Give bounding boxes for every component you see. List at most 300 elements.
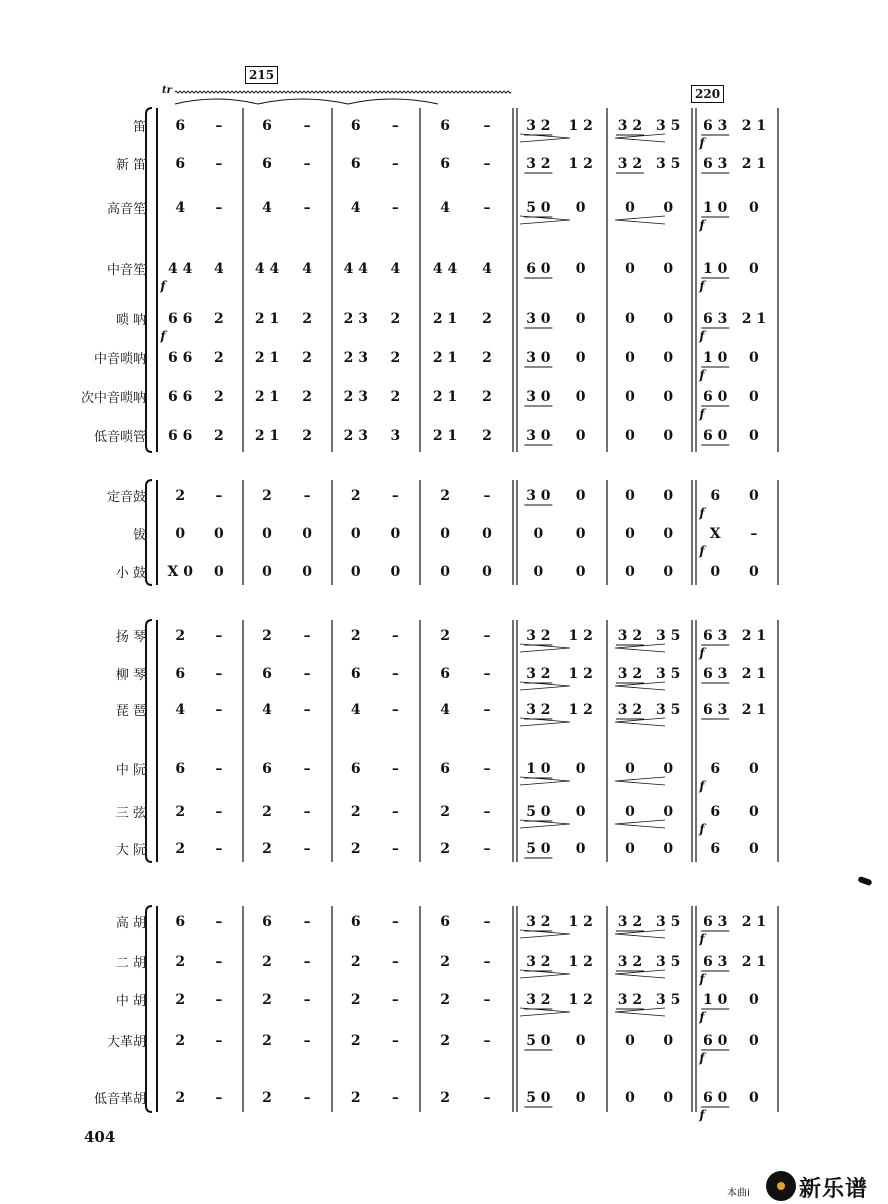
crescendo-hairpin [615,216,665,224]
note-cell: 2 3 [343,389,368,405]
note-cell: 4 [350,200,361,216]
note-cell: 5 0 [526,1090,551,1106]
note-cell: 2 [440,954,450,970]
note-cell: 2 [302,389,312,405]
tie-arc [258,99,348,104]
instrument-label: 琵 琶 [115,704,146,719]
note-cell: 3 5 [656,156,681,172]
note-cell: 6 6 [168,311,193,327]
note-cell: 0 [575,428,586,444]
dynamic-forte: f [699,1010,705,1024]
note-cell: 0 [262,526,272,542]
note-cell: 2 [350,992,361,1008]
note-cell: 6 [175,156,186,172]
note-cell: 4 [390,261,401,277]
note-cell: – [215,1090,223,1106]
note-cell: 2 [214,350,224,366]
note-cell: – [483,702,491,718]
dynamic-forte: f [699,368,705,382]
note-cell: – [303,992,311,1008]
note-cell: 6 3 [703,666,728,682]
note-cell: – [483,628,491,644]
note-cell: 2 1 [741,702,767,718]
note-cell: 4 [262,200,272,216]
note-cell: – [483,804,491,820]
note-cell: 6 [710,488,721,504]
note-cell: 0 [575,311,586,327]
note-cell: 3 2 [526,118,551,134]
note-cell: – [391,1090,399,1106]
dynamic-forte: f [699,1108,705,1122]
note-cell: 0 [262,564,272,580]
note-cell: 0 [625,261,635,277]
note-cell: 3 2 [617,702,643,718]
note-cell: 0 [749,564,759,580]
note-cell: 2 [350,628,361,644]
note-cell: – [391,914,399,930]
note-cell: – [215,761,223,777]
note-cell: 3 5 [656,628,681,644]
note-cell: 0 [625,841,635,857]
note-cell: 0 [625,1033,635,1049]
dynamic-forte: f [699,407,705,421]
note-cell: – [391,761,399,777]
note-cell: 0 [575,200,586,216]
note-cell: 2 1 [432,428,458,444]
note-cell: 5 0 [526,1033,551,1049]
group-bracket [146,906,152,1112]
note-cell: 0 [749,1033,759,1049]
group-bracket [146,620,152,862]
note-cell: 6 [262,914,272,930]
note-cell: 2 [390,389,401,405]
note-cell: 4 [175,702,186,718]
note-cell: 0 [575,261,586,277]
note-cell: 6 [262,761,272,777]
note-cell: 0 [350,526,361,542]
note-cell: 0 [663,1033,674,1049]
instrument-label: 唢 呐 [115,313,146,328]
note-cell: 1 2 [568,954,593,970]
note-cell: – [215,1033,223,1049]
note-cell: 4 [440,702,450,718]
note-cell: 6 [350,156,361,172]
note-cell: 6 [440,761,450,777]
note-cell: 2 [440,992,450,1008]
note-cell: 6 3 [703,702,728,718]
note-cell: – [303,914,311,930]
note-cell: – [391,992,399,1008]
note-cell: 2 [302,311,312,327]
note-cell: 1 2 [568,992,593,1008]
note-cell: 2 3 [343,428,368,444]
note-cell: – [483,761,491,777]
note-cell: 0 [575,841,586,857]
note-cell: 0 [575,1090,586,1106]
note-cell: 2 [175,488,186,504]
note-cell: 1 0 [703,992,728,1008]
note-cell: – [215,666,223,682]
note-cell: 2 [175,954,186,970]
note-cell: 6 [440,914,450,930]
note-cell: 6 [262,666,272,682]
note-cell: 1 0 [526,761,551,777]
note-cell: 2 1 [741,311,767,327]
note-cell: 6 3 [703,156,728,172]
note-cell: – [391,804,399,820]
note-cell: 2 [482,389,492,405]
note-cell: 3 0 [526,389,551,405]
note-cell: 2 3 [343,311,368,327]
note-cell: 2 [262,992,272,1008]
instrument-label: 低音唢管 [93,430,146,445]
instrument-label: 中 胡 [115,994,146,1009]
note-cell: 0 [214,526,224,542]
instrument-label: 中音笙 [106,263,146,278]
note-cell: 2 [350,488,361,504]
note-cell: 0 [625,428,635,444]
watermark-logo [766,1170,888,1204]
note-cell: 0 [575,1033,586,1049]
note-cell: 6 [350,118,361,134]
note-cell: 0 [749,761,759,777]
note-cell: – [391,118,399,134]
note-cell: – [483,1033,491,1049]
note-cell: – [215,628,223,644]
note-cell: 2 [440,804,450,820]
note-cell: 0 [625,488,635,504]
note-cell: 1 0 [703,200,728,216]
instrument-label: 次中音唢呐 [80,391,146,406]
note-cell: 0 [575,488,586,504]
note-cell: 6 6 [168,350,193,366]
instrument-label: 新 笛 [115,158,146,173]
note-cell: 6 [350,914,361,930]
note-cell: 6 3 [703,914,728,930]
note-cell: 4 [440,200,450,216]
note-cell: 0 [350,564,361,580]
note-cell: 2 [175,841,186,857]
note-cell: – [303,1033,311,1049]
note-cell: 3 2 [526,992,551,1008]
dynamic-forte: f [699,822,705,836]
note-cell: 0 [710,564,721,580]
note-cell: 2 [390,350,401,366]
dynamic-forte: f [160,329,166,343]
note-cell: 2 1 [741,666,767,682]
note-cell: 2 1 [254,389,280,405]
instrument-label: 小 鼓 [115,566,146,581]
note-cell: – [303,841,311,857]
note-cell: 3 2 [617,992,643,1008]
rehearsal-mark-220: 220 [691,85,724,103]
note-cell: 2 [440,1090,450,1106]
note-cell: 4 [302,261,312,277]
crescendo-hairpin [615,820,665,828]
note-cell: 2 [262,1033,272,1049]
note-cell: 2 [302,350,312,366]
note-cell: 0 [749,261,759,277]
note-cell: 6 3 [703,628,728,644]
note-cell: – [483,200,491,216]
note-cell: 6 [350,761,361,777]
note-cell: – [483,992,491,1008]
note-cell: – [215,804,223,820]
note-cell: 2 [350,1090,361,1106]
dynamic-forte: f [699,972,705,986]
note-cell: – [303,804,311,820]
note-cell: 6 [175,118,186,134]
note-cell: – [303,761,311,777]
note-cell: 6 [350,666,361,682]
note-cell: – [215,156,223,172]
instrument-label: 定音鼓 [106,490,146,505]
note-cell: – [303,200,311,216]
note-cell: 4 [175,200,186,216]
note-cell: 2 [262,1090,272,1106]
note-cell: 2 [440,841,450,857]
watermark-text: 本曲i [727,1188,750,1199]
note-cell: – [391,488,399,504]
note-cell: 3 5 [656,666,681,682]
note-cell: 2 [440,628,450,644]
note-cell: 2 [390,311,401,327]
note-cell: 3 2 [526,628,551,644]
note-cell: 0 [749,841,759,857]
note-cell: 0 [575,526,586,542]
note-cell: 1 2 [568,914,593,930]
note-cell: 3 2 [617,954,643,970]
note-cell: – [483,118,491,134]
note-cell: – [391,156,399,172]
note-cell: 0 [625,804,635,820]
note-cell: 2 [262,804,272,820]
note-cell: 0 [575,350,586,366]
note-cell: 2 [262,628,272,644]
note-cell: 6 [440,666,450,682]
note-cell: 2 [482,350,492,366]
dynamic-forte: f [699,506,705,520]
note-cell: 0 [390,564,401,580]
note-cell: 0 [663,350,674,366]
note-cell: 6 3 [703,954,728,970]
dynamic-forte: f [699,279,705,293]
note-cell: 6 [175,761,186,777]
note-cell: 2 [214,428,224,444]
note-cell: 2 [214,311,224,327]
note-cell: – [215,992,223,1008]
note-cell: 0 [214,564,224,580]
note-cell: 3 [390,428,401,444]
note-cell: – [303,666,311,682]
note-cell: 2 [350,1033,361,1049]
note-cell: 0 [749,200,759,216]
note-cell: 3 5 [656,914,681,930]
instrument-label: 柳 琴 [115,668,146,683]
note-cell: 2 1 [741,118,767,134]
note-cell: 2 [262,841,272,857]
note-cell: – [303,628,311,644]
instrument-label: 扬 琴 [115,630,146,645]
note-cell: – [483,1090,491,1106]
note-cell: 0 [625,526,635,542]
note-cell: 0 [575,389,586,405]
instrument-label: 高音笙 [106,202,146,217]
note-cell: – [391,1033,399,1049]
instrument-label: 钹 [132,528,146,543]
note-cell: 6 [175,666,186,682]
note-cell: 6 6 [168,428,193,444]
note-cell: – [215,200,223,216]
dynamic-forte: f [699,218,705,232]
note-cell: – [483,666,491,682]
note-cell: 3 2 [617,666,643,682]
note-cell: 6 0 [703,1033,728,1049]
note-cell: – [303,156,311,172]
note-cell: 4 4 [168,261,193,277]
note-cell: 2 [175,992,186,1008]
dynamic-forte: f [160,279,166,293]
note-cell: 2 [350,804,361,820]
note-cell: 6 [262,156,272,172]
note-cell: 3 2 [526,914,551,930]
note-cell: – [483,914,491,930]
note-cell: 0 [575,804,586,820]
note-cell: 2 1 [741,914,767,930]
note-cell: 2 [214,389,224,405]
note-cell: 4 4 [432,261,458,277]
note-cell: 0 [302,526,312,542]
note-cell: – [303,1090,311,1106]
note-cell: 0 [625,761,635,777]
note-cell: 6 0 [526,261,551,277]
note-cell: – [483,488,491,504]
note-cell: 0 [625,1090,635,1106]
note-cell: 6 [710,841,721,857]
instrument-label: 笛 [132,120,146,135]
note-cell: 3 2 [617,118,643,134]
note-cell: – [303,954,311,970]
note-cell: 0 [575,564,586,580]
note-cell: 2 3 [343,350,368,366]
note-cell: 6 6 [168,389,193,405]
record-disc-icon [766,1171,796,1201]
note-cell: 6 [262,118,272,134]
instrument-label: 中 阮 [115,763,146,778]
note-cell: 6 [440,156,450,172]
note-cell: 0 [440,564,450,580]
instrument-label: 高 胡 [115,916,146,931]
note-cell: – [215,841,223,857]
note-cell: 3 0 [526,350,551,366]
note-cell: 5 0 [526,200,551,216]
note-cell: 0 [663,488,674,504]
note-cell: X [709,526,721,542]
note-cell: 3 5 [656,702,681,718]
note-cell: 3 2 [526,156,551,172]
note-cell: 2 1 [432,350,458,366]
dynamic-forte: f [699,1051,705,1065]
watermark-brand: 新乐谱 [799,1177,869,1202]
note-cell: 2 1 [432,311,458,327]
note-cell: 1 2 [568,666,593,682]
note-cell: 0 [533,564,544,580]
note-cell: 0 [390,526,401,542]
instrument-label: 大 阮 [115,843,146,858]
note-cell: 1 2 [568,118,593,134]
dynamic-forte: f [699,136,705,150]
note-cell: 0 [749,488,759,504]
dynamic-forte: f [699,646,705,660]
note-cell: 2 1 [741,628,767,644]
note-cell: – [391,841,399,857]
note-cell: 0 [175,526,186,542]
instrument-label: 低音革胡 [93,1092,146,1107]
note-cell: – [483,841,491,857]
note-cell: – [391,628,399,644]
note-cell: 2 [302,428,312,444]
note-cell: 0 [663,564,674,580]
note-cell: 3 2 [617,156,643,172]
crescendo-hairpin [615,777,665,785]
note-cell: 2 [350,954,361,970]
note-cell: 4 [214,261,224,277]
note-cell: 0 [533,526,544,542]
note-cell: 0 [663,761,674,777]
page-number: 404 [84,1128,116,1146]
note-cell: 0 [575,761,586,777]
note-cell: 0 [663,804,674,820]
dynamic-forte: f [699,932,705,946]
note-cell: 0 [663,200,674,216]
note-cell: – [215,118,223,134]
note-cell: 2 [175,1033,186,1049]
rehearsal-mark-215: 215 [245,66,278,84]
note-cell: – [483,156,491,172]
note-cell: 0 [749,389,759,405]
instrument-label: 三 弦 [115,806,146,821]
note-cell: 0 [482,564,492,580]
dynamic-forte: f [699,544,705,558]
note-cell: 0 [749,350,759,366]
trill-mark: tr [162,85,172,96]
note-cell: 2 [440,488,450,504]
note-cell: 0 [749,428,759,444]
note-cell: 0 [625,311,635,327]
note-cell: 2 [175,628,186,644]
instrument-label: 大革胡 [106,1035,146,1050]
note-cell: 0 [625,564,635,580]
note-cell: 0 [302,564,312,580]
tie-arc [348,99,438,104]
note-cell: 4 4 [254,261,280,277]
note-cell: – [303,702,311,718]
note-cell: 6 [710,761,721,777]
group-bracket [146,108,152,452]
note-cell: 5 0 [526,804,551,820]
note-cell: 0 [625,200,635,216]
instrument-label: 二 胡 [115,956,146,971]
note-cell: 3 2 [526,954,551,970]
note-cell: 6 [175,914,186,930]
note-cell: 0 [663,841,674,857]
trill-line [175,91,511,93]
note-cell: 1 2 [568,156,593,172]
dynamic-forte: f [699,779,705,793]
note-cell: 6 0 [703,1090,728,1106]
note-cell: – [215,914,223,930]
note-cell: 4 [350,702,361,718]
